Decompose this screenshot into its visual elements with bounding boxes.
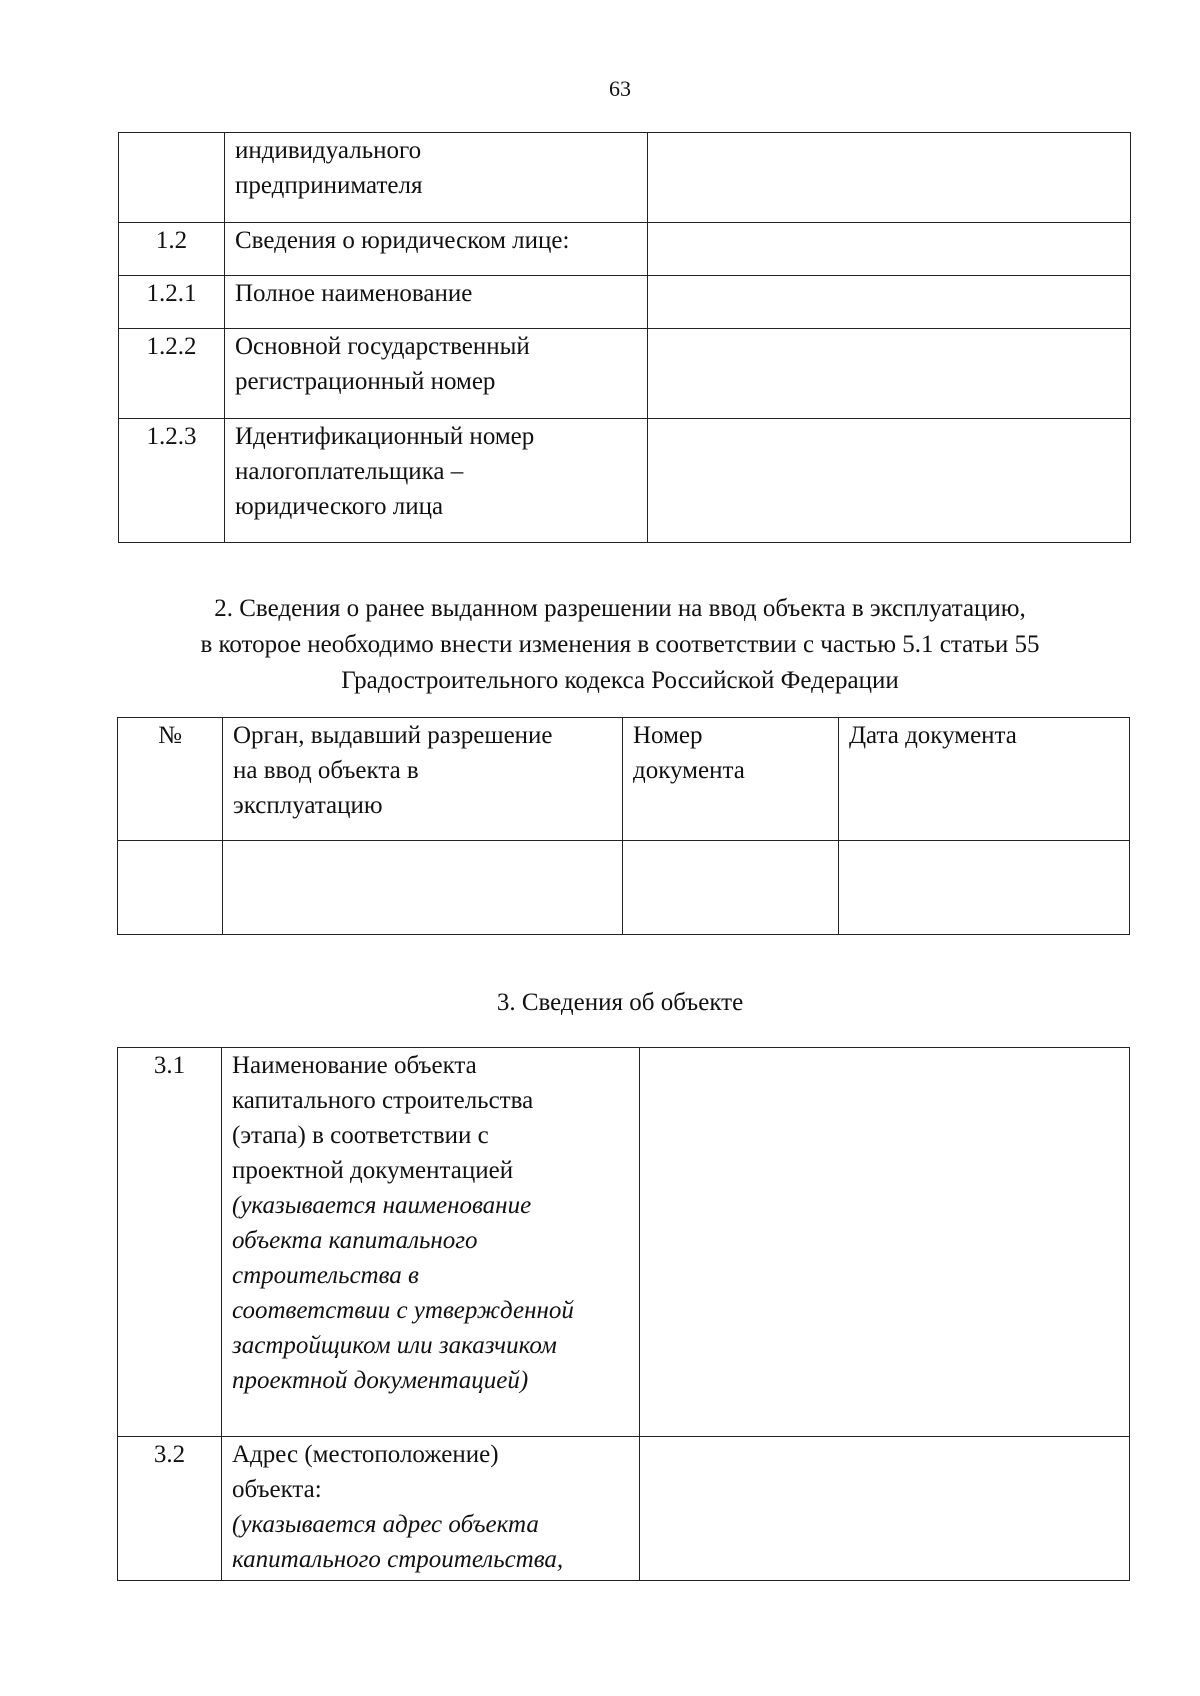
row-label [222, 1048, 640, 1437]
row-label [222, 1437, 640, 1581]
header-line: Номер [633, 722, 703, 749]
header-line: эксплуатацию [233, 792, 383, 819]
column-header-doc-date: Дата документа [839, 718, 1130, 841]
heading-line: Градостроительного кодекса Российской Федерации [341, 667, 899, 694]
row-label [225, 419, 648, 543]
note-line: проектной документацией) [232, 1367, 529, 1394]
table-row [118, 841, 1130, 935]
row-number: 1.2.1 [119, 276, 225, 329]
label-line: регистрационный номер [235, 368, 496, 395]
page-number: 63 [609, 76, 631, 101]
header-line: Орган, выдавший разрешение [233, 722, 553, 749]
label-line: индивидуального [235, 137, 422, 164]
header-line: на ввод объекта в [233, 757, 419, 784]
row-number: 1.2.3 [119, 419, 225, 543]
value-cell[interactable] [839, 841, 1130, 935]
section-2-heading [100, 591, 1140, 699]
label-line: Адрес (местоположение) [232, 1441, 499, 1468]
table-row [119, 223, 1131, 276]
previous-permit-table [117, 717, 1130, 935]
label-line: Основной государственный [235, 333, 530, 360]
note-line: капитального строительства, [232, 1546, 564, 1573]
label-line: (этапа) в соответствии с [232, 1122, 489, 1149]
note-line: (указывается наименование [232, 1192, 532, 1219]
heading-line: 2. Сведения о ранее выданном разрешении на ввод объекта в эксплуатацию, [214, 595, 1026, 622]
label-line: Идентификационный номер [235, 423, 535, 450]
table-row [119, 419, 1131, 543]
note-line: соответствии с утвержденной [232, 1297, 574, 1324]
column-header-number: № [118, 718, 223, 841]
heading-line: в которое необходимо внести изменения в соответствии с частью 5.1 статьи 55 [200, 631, 1040, 658]
table-row [118, 1437, 1130, 1581]
note-line: строительства в [232, 1262, 419, 1289]
row-label [225, 276, 648, 329]
value-cell[interactable] [640, 1048, 1130, 1437]
row-number [119, 133, 225, 223]
value-cell[interactable] [648, 276, 1131, 329]
note-line: застройщиком или заказчиком [232, 1332, 557, 1359]
value-cell[interactable] [648, 133, 1131, 223]
value-cell[interactable] [648, 329, 1131, 419]
label-line: проектной документацией [232, 1157, 514, 1184]
table-row [118, 1048, 1130, 1437]
label-line: юридического лица [235, 493, 444, 520]
value-cell[interactable] [118, 841, 223, 935]
label-line: налогоплательщика – [235, 458, 464, 485]
row-label [225, 133, 648, 223]
table-row [119, 329, 1131, 419]
label-line: предпринимателя [235, 172, 423, 199]
table-row [119, 133, 1131, 223]
row-number: 3.1 [118, 1048, 222, 1437]
row-label [225, 223, 648, 276]
object-details-table [117, 1047, 1130, 1581]
applicant-details-table [118, 132, 1131, 543]
note-line: объекта капитального [232, 1227, 478, 1254]
row-number: 1.2 [119, 223, 225, 276]
label-line: Наименование объекта [232, 1052, 477, 1079]
row-number: 3.2 [118, 1437, 222, 1581]
value-cell[interactable] [648, 223, 1131, 276]
row-label [225, 329, 648, 419]
table-row [119, 276, 1131, 329]
value-cell[interactable] [648, 419, 1131, 543]
column-header-doc-number [623, 718, 839, 841]
value-cell[interactable] [640, 1437, 1130, 1581]
section-3-heading [100, 985, 1140, 1021]
heading-line: 3. Сведения об объекте [496, 989, 744, 1016]
header-line: документа [633, 757, 745, 784]
label-line: Полное наименование [235, 280, 473, 307]
row-number: 1.2.2 [119, 329, 225, 419]
label-line: капитального строительства [232, 1087, 534, 1114]
label-line: объекта: [232, 1476, 322, 1503]
value-cell[interactable] [223, 841, 623, 935]
table-header-row [118, 718, 1130, 841]
value-cell[interactable] [623, 841, 839, 935]
note-line: (указывается адрес объекта [232, 1511, 539, 1538]
column-header-organ [223, 718, 623, 841]
label-line: Сведения о юридическом лице: [235, 227, 570, 254]
